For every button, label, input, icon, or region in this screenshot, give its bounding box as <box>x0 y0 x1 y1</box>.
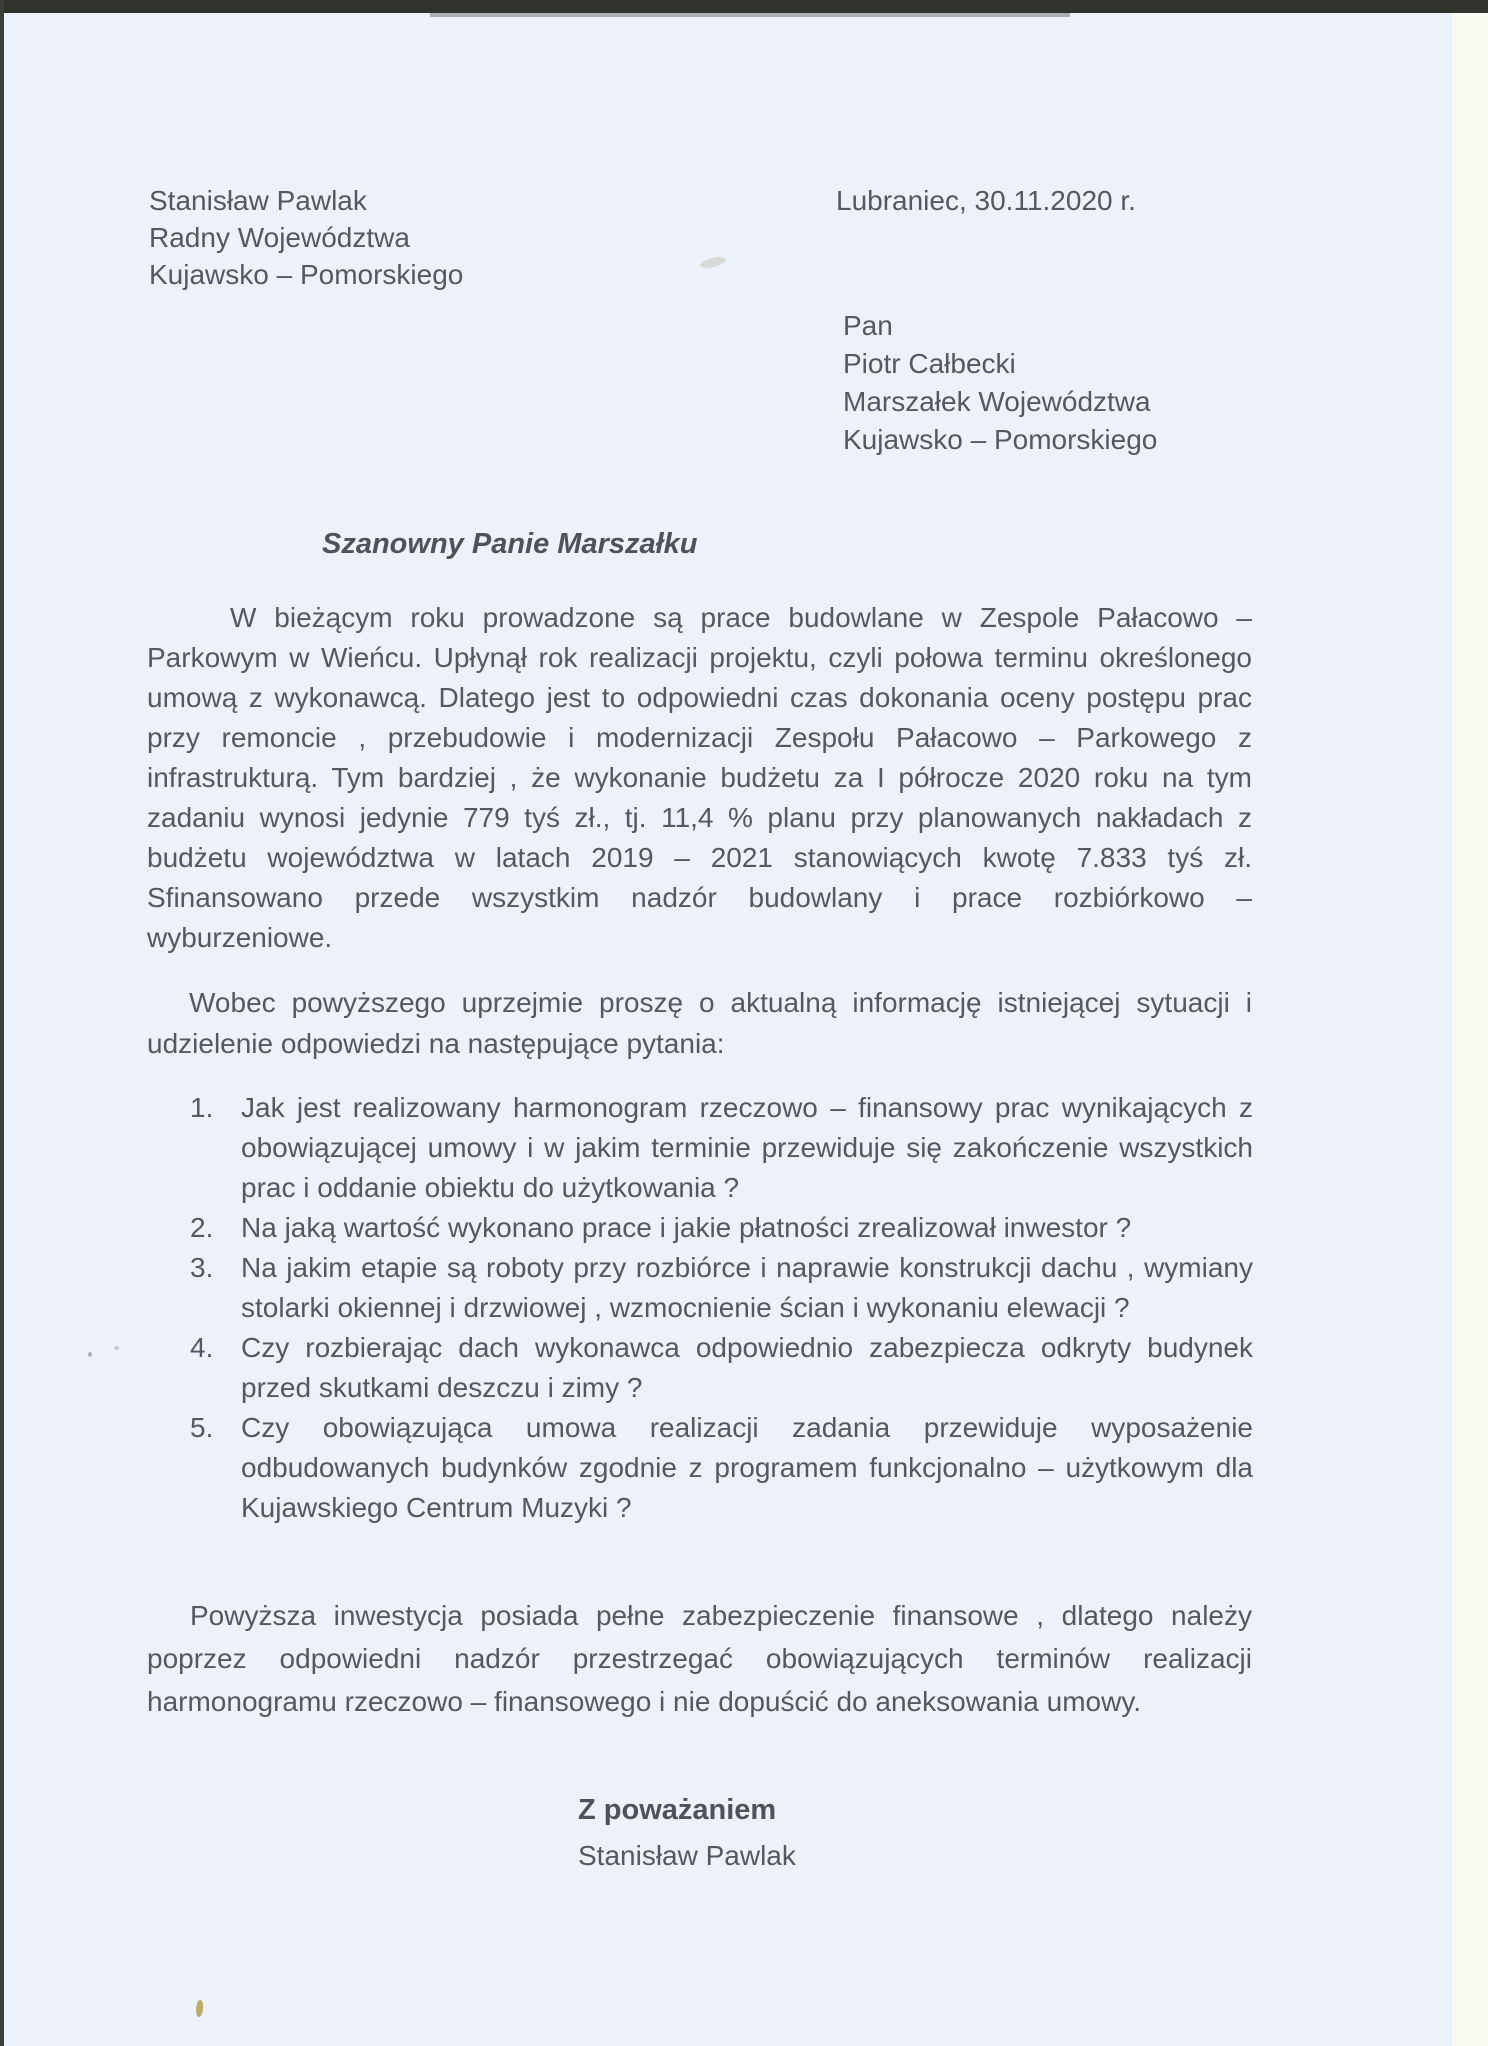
scanner-edge-top-shadow <box>430 13 1070 17</box>
scan-dot <box>114 1346 119 1350</box>
date-line: Lubraniec, 30.11.2020 r. <box>836 185 1136 216</box>
question-number: 5. <box>190 1412 214 1443</box>
sender-block <box>149 182 463 293</box>
question-item <box>190 1408 1253 1528</box>
question-text: Czy obowiązująca umowa realizacji zadania przewiduje wyposażenie odbudowanych budynków zgodnie z programem funkcjonalno – użytkowym dla Kujawskiego Centrum Muzyki ? <box>241 1412 1253 1523</box>
scanner-edge-top <box>0 0 1488 13</box>
salutation: Szanowny Panie Marszałku <box>322 528 698 560</box>
signoff-name: Stanisław Pawlak <box>578 1840 796 1871</box>
recipient-region: Kujawsko – Pomorskiego <box>843 424 1158 455</box>
recipient-honorific: Pan <box>843 310 893 341</box>
scanner-edge-left <box>0 0 4 2046</box>
recipient-title: Marszałek Województwa <box>843 386 1151 417</box>
question-text: Na jaką wartość wykonano prace i jakie płatności zrealizował inwestor ? <box>241 1212 1132 1243</box>
scan-dot <box>88 1352 92 1357</box>
question-text: Czy rozbierając dach wykonawca odpowiednio zabezpiecza odkryty budynek przed skutkami deszczu i zimy ? <box>241 1332 1253 1403</box>
scan-smudge <box>699 255 726 270</box>
question-text: Jak jest realizowany harmonogram rzeczowo – finansowy prac wynikających z obowiązującej umowy i w jakim terminie przewiduje się zakończenie wszystkich prac i oddanie obiektu do użytkowania ? <box>241 1092 1253 1203</box>
closing-paragraph: Powyższa inwestycja posiada pełne zabezpieczenie finansowe , dlatego należy poprzez odpowiedni nadzór przestrzegać obowiązujących terminów realizacji harmonogramu rzeczowo – finansowego i nie dopuścić do aneksowania umowy. <box>147 1600 1252 1717</box>
question-number: 2. <box>190 1212 214 1243</box>
recipient-name: Piotr Całbecki <box>843 348 1016 379</box>
question-item <box>190 1088 1253 1208</box>
signoff-block <box>578 1788 796 1878</box>
sender-name: Stanisław Pawlak <box>149 185 367 216</box>
recipient-block <box>843 307 1157 459</box>
body-paragraph-2: Wobec powyższego uprzejmie proszę o aktualną informację istniejącej sytuacji i udzielenie odpowiedzi na następujące pytania: <box>147 987 1252 1059</box>
body-paragraph-1: W bieżącym roku prowadzone są prace budowlane w Zespole Pałacowo – Parkowym w Wieńcu. Upłynął rok realizacji projektu, czyli połowa terminu określonego umową z wykonawcą. Dlatego jest to odpowiedni czas dokonania oceny postępu prac przy remoncie , przebudowie i modernizacji Zespołu Pałacowo – Parkowego z infrastrukturą. Tym bardziej , że wykonanie budżetu za I półrocze 2020 roku na tym zadaniu wynosi jedynie 779 tyś zł., tj. 11,4 % planu przy planowanych nakładach z budżetu województwa w latach 2019 – 2021 stanowiących kwotę 7.833 tyś zł. Sfinansowano przede wszystkim nadzór budowlany i prace rozbiórkowo – wyburzeniowe. <box>147 602 1252 953</box>
sender-title: Radny Województwa <box>149 222 410 253</box>
question-number: 4. <box>190 1332 214 1363</box>
signoff-label: Z poważaniem <box>578 1794 777 1826</box>
question-item <box>190 1248 1253 1328</box>
question-text: Na jakim etapie są roboty przy rozbiórce i naprawie konstrukcji dachu , wymiany stolarki okiennej i drzwiowej , wzmocnienie ścian i wykonaniu elewacji ? <box>241 1252 1253 1323</box>
question-item <box>190 1208 1253 1248</box>
question-list <box>190 1088 1253 1528</box>
sender-region: Kujawsko – Pomorskiego <box>149 259 464 290</box>
question-item <box>190 1328 1253 1408</box>
page-edge-strip <box>1452 13 1488 2046</box>
scan-speck <box>195 2000 204 2018</box>
question-number: 1. <box>190 1092 214 1123</box>
question-number: 3. <box>190 1252 214 1283</box>
